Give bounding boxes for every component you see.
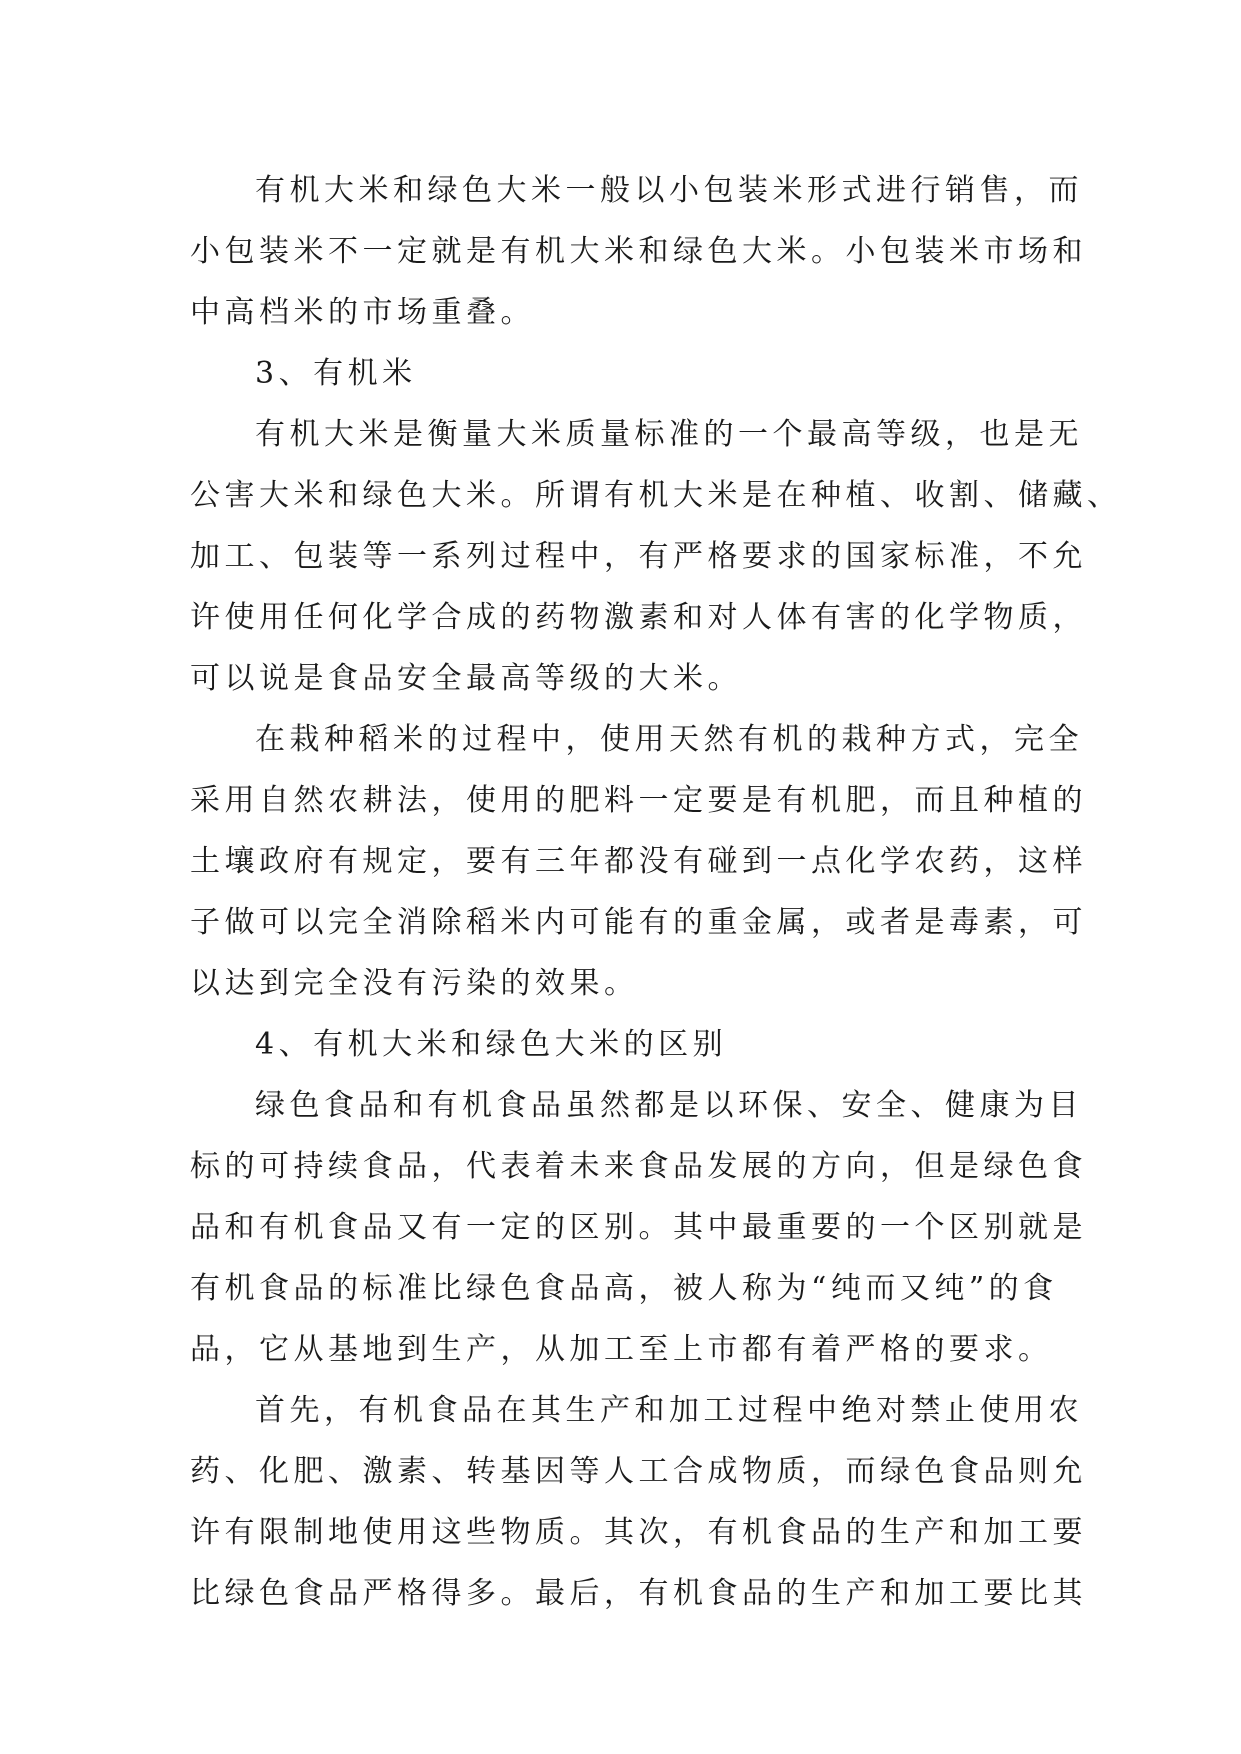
text-line: 许有限制地使用这些物质。其次，有机食品的生产和加工要 [190,1515,1087,1550]
text-line: 标的可持续食品，代表着未来食品发展的方向，但是绿色食 [190,1149,1087,1184]
text-line: 品和有机食品又有一定的区别。其中最重要的一个区别就是 [190,1210,1087,1245]
text-line: 土壤政府有规定，要有三年都没有碰到一点化学农药，这样 [190,844,1087,879]
section-heading [190,1014,1070,1075]
text-line: 中高档米的市场重叠。 [190,295,535,330]
paragraph [190,1380,1087,1624]
heading-text: 4、有机大米和绿色大米的区别 [255,1027,728,1062]
text-line: 公害大米和绿色大米。所谓有机大米是在种植、收割、储藏、 [190,478,1122,513]
paragraph [190,160,1087,343]
text-line: 品，它从基地到生产，从加工至上市都有着严格的要求。 [190,1332,1053,1367]
section-heading [190,343,1070,404]
text-line: 有机大米是衡量大米质量标准的一个最高等级，也是无 [255,417,1083,452]
text-line: 小包装米不一定就是有机大米和绿色大米。小包装米市场和 [190,234,1087,269]
text-line: 加工、包装等一系列过程中，有严格要求的国家标准，不允 [190,539,1087,574]
text-line: 有机大米和绿色大米一般以小包装米形式进行销售，而 [255,173,1083,208]
document-body [190,160,1122,1624]
text-line: 以达到完全没有污染的效果。 [190,966,639,1001]
paragraph [190,404,1122,709]
text-line: 药、化肥、激素、转基因等人工合成物质，而绿色食品则允 [190,1454,1087,1489]
text-line: 在栽种稻米的过程中，使用天然有机的栽种方式，完全 [255,722,1083,757]
text-line: 首先，有机食品在其生产和加工过程中绝对禁止使用农 [255,1393,1083,1428]
text-line: 绿色食品和有机食品虽然都是以环保、安全、健康为目 [255,1088,1083,1123]
text-line: 可以说是食品安全最高等级的大米。 [190,661,742,696]
paragraph [190,709,1087,1014]
paragraph [190,1075,1087,1380]
heading-text: 3、有机米 [255,356,417,391]
text-line: 有机食品的标准比绿色食品高，被人称为“纯而又纯”的食 [190,1271,1058,1306]
text-line: 子做可以完全消除稻米内可能有的重金属，或者是毒素，可 [190,905,1087,940]
text-line: 采用自然农耕法，使用的肥料一定要是有机肥，而且种植的 [190,783,1087,818]
text-line: 比绿色食品严格得多。最后，有机食品的生产和加工要比其 [190,1576,1087,1611]
text-line: 许使用任何化学合成的药物激素和对人体有害的化学物质， [190,600,1087,635]
